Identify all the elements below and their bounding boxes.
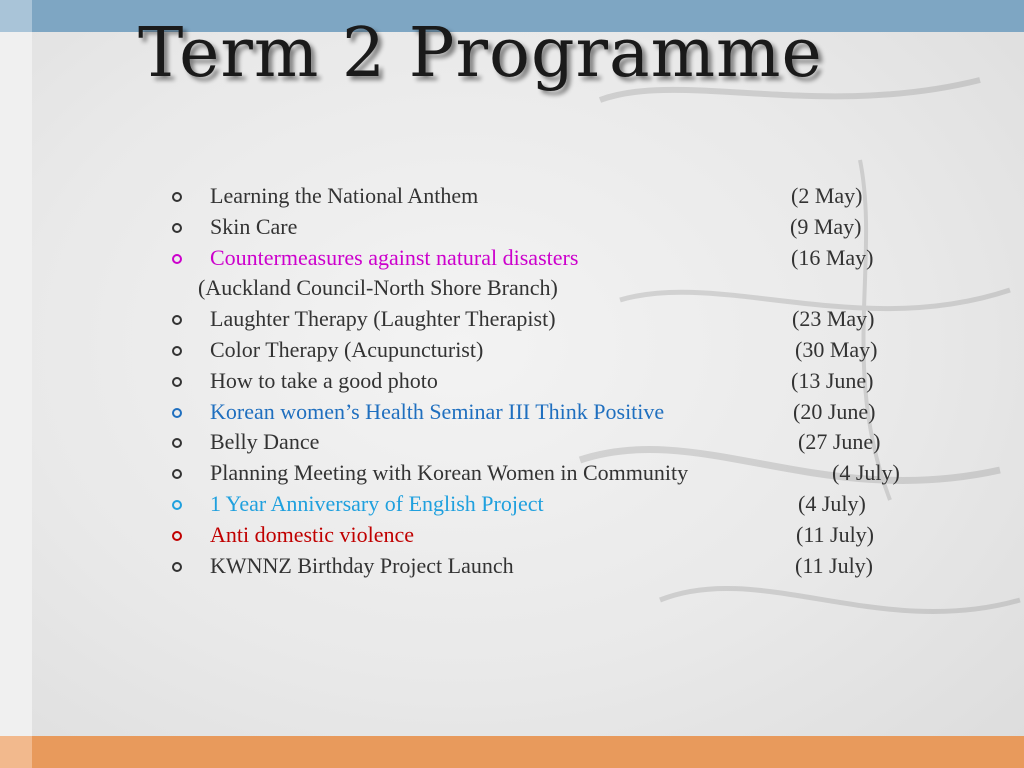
list-item: [172, 520, 972, 551]
item-date: (13 June): [791, 367, 874, 393]
item-label: Color Therapy (Acupuncturist): [210, 336, 484, 362]
slide-title: Term 2 Programme: [138, 14, 823, 93]
item-date: (23 May): [792, 306, 875, 332]
bullet-icon: [172, 438, 182, 448]
item-label: Countermeasures against natural disasters: [210, 244, 579, 270]
item-date: (11 July): [796, 521, 875, 547]
item-date: (20 June): [793, 398, 876, 424]
bullet-icon: [172, 254, 182, 264]
bullet-icon: [172, 408, 182, 418]
programme-list: [172, 181, 972, 581]
list-item: [172, 181, 972, 212]
left-margin-strip: [0, 0, 32, 736]
bullet-icon: [172, 469, 182, 479]
item-label: Planning Meeting with Korean Women in Community: [210, 460, 689, 486]
item-date: (11 July): [795, 552, 874, 578]
item-label: Skin Care: [210, 213, 298, 239]
bullet-icon: [172, 346, 182, 356]
bullet-icon: [172, 531, 182, 541]
item-label: Learning the National Anthem: [210, 183, 479, 208]
list-item: [172, 304, 972, 335]
bullet-icon: [172, 192, 182, 202]
list-item: [172, 243, 972, 274]
bottom-accent-band: [0, 736, 1024, 768]
list-item-continuation: [172, 273, 972, 304]
bullet-icon: [172, 377, 182, 387]
item-date: (30 May): [795, 336, 878, 362]
bottom-accent-band-corner: [0, 736, 32, 768]
item-date: (2 May): [791, 183, 863, 208]
item-label: How to take a good photo: [210, 367, 438, 393]
item-date: (4 July): [832, 460, 900, 486]
list-item: [172, 366, 972, 397]
top-accent-band-corner: [0, 0, 32, 32]
bullet-icon: [172, 223, 182, 233]
item-label: Anti domestic violence: [210, 521, 415, 547]
item-date: (27 June): [798, 429, 881, 455]
item-label: 1 Year Anniversary of English Project: [210, 490, 544, 516]
list-item: [172, 551, 972, 582]
item-label: Laughter Therapy (Laughter Therapist): [210, 306, 556, 332]
item-label: Belly Dance: [210, 429, 320, 455]
bullet-icon: [172, 562, 182, 572]
item-sublabel: (Auckland Council-North Shore Branch): [198, 275, 558, 301]
item-date: (9 May): [790, 213, 862, 239]
list-item: [172, 489, 972, 520]
item-date: (16 May): [791, 244, 874, 270]
item-label: Korean women’s Health Seminar III Think Positive: [210, 398, 665, 424]
list-item: [172, 397, 972, 428]
list-item: [172, 335, 972, 366]
item-date: (4 July): [798, 490, 866, 516]
bullet-icon: [172, 315, 182, 325]
item-label: KWNNZ Birthday Project Launch: [210, 552, 514, 578]
bullet-icon: [172, 500, 182, 510]
list-item: [172, 427, 972, 458]
list-item: [172, 458, 972, 489]
list-item: [172, 212, 972, 243]
